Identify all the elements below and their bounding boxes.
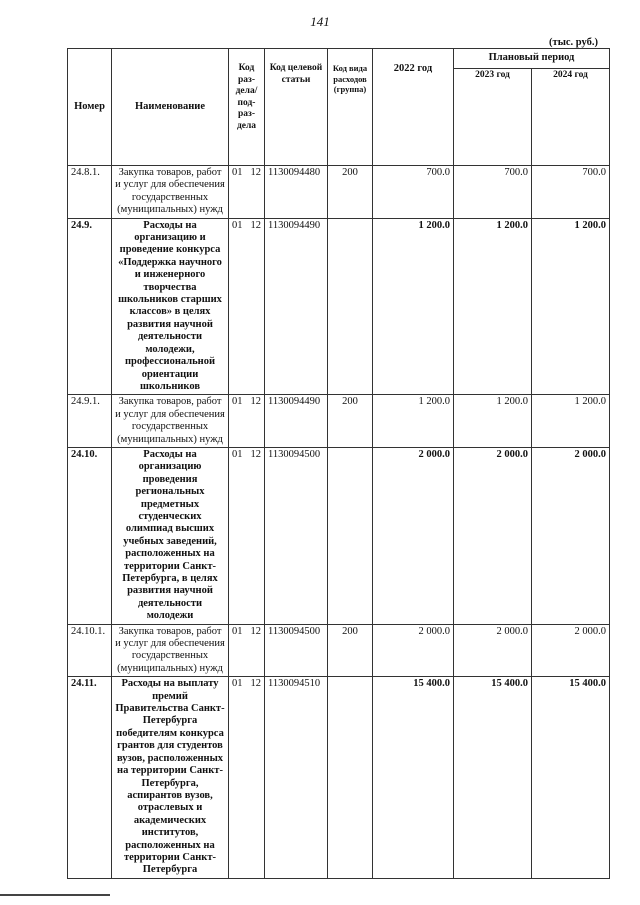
row-section: 01: [232, 396, 243, 408]
row-subsection: 12: [250, 396, 261, 408]
row-section-code: [229, 166, 265, 219]
header-2024: 2024 год: [532, 69, 610, 166]
header-section-code: Код раз-дела/ под-раз-дела: [229, 49, 265, 166]
row-section: 01: [232, 448, 243, 460]
table-row: [68, 677, 610, 879]
row-section: 01: [232, 167, 243, 178]
row-amount-2023: 1 200.0: [454, 218, 532, 395]
units-label: (тыс. руб.): [549, 37, 598, 48]
header-name: Наименование: [112, 49, 229, 166]
row-target-code: 1130094490: [265, 395, 328, 448]
row-target-code: 1130094480: [265, 166, 328, 219]
row-amount-2022: 1 200.0: [373, 395, 454, 448]
row-amount-2023: 2 000.0: [454, 447, 532, 624]
row-number: 24.9.: [68, 218, 112, 395]
header-number: Номер: [68, 49, 112, 166]
budget-table: [67, 48, 610, 879]
row-section-code: [229, 218, 265, 395]
footer-rule: [0, 894, 110, 896]
row-amount-2022: 15 400.0: [373, 677, 454, 879]
row-name: Расходы на организацию и проведение конкурса «Поддержка научного и инженерного творчества школьников старших классов» в целях развития научной деятельности молодежи, профессиональной ориентации школьников: [112, 218, 229, 395]
row-section: 01: [232, 678, 243, 690]
header-2023: 2023 год: [454, 69, 532, 166]
row-number: 24.10.: [68, 447, 112, 624]
row-expense-type: 200: [328, 166, 373, 219]
row-target-code: 1130094500: [265, 447, 328, 624]
table-row: [68, 166, 610, 219]
row-expense-type: [328, 447, 373, 624]
row-expense-type: [328, 218, 373, 395]
row-number: 24.8.1.: [68, 166, 112, 219]
row-target-code: 1130094510: [265, 677, 328, 879]
row-expense-type: [328, 677, 373, 879]
header-target-code: Код целевой статьи: [265, 49, 328, 166]
row-target-code: 1130094490: [265, 218, 328, 395]
row-amount-2023: 700.0: [454, 166, 532, 219]
table-row: [68, 447, 610, 624]
row-amount-2024: 1 200.0: [532, 218, 610, 395]
row-amount-2023: 15 400.0: [454, 677, 532, 879]
table-row: [68, 624, 610, 677]
row-section-code: [229, 677, 265, 879]
row-amount-2022: 2 000.0: [373, 624, 454, 677]
header-2022: 2022 год: [373, 49, 454, 166]
table-row: [68, 395, 610, 448]
row-name: Закупка товаров, работ и услуг для обеспечения государственных (муниципальных) нужд: [112, 166, 229, 219]
row-amount-2022: 2 000.0: [373, 447, 454, 624]
row-expense-type: 200: [328, 395, 373, 448]
header-expense-type: Код вида расходов (группа): [328, 49, 373, 166]
row-section: 01: [232, 219, 243, 231]
page-number: 141: [310, 14, 330, 29]
row-expense-type: 200: [328, 624, 373, 677]
row-section-code: [229, 447, 265, 624]
row-subsection: 12: [250, 678, 261, 690]
row-section-code: [229, 395, 265, 448]
row-amount-2022: 1 200.0: [373, 218, 454, 395]
row-subsection: 12: [250, 625, 261, 637]
row-amount-2024: 15 400.0: [532, 677, 610, 879]
row-name: Расходы на организацию проведения региональных предметных студенческих олимпиад высших учебных заведений, расположенных на территории Санкт-Петербурга, в целях развития научной деятельности молодежи: [112, 447, 229, 624]
row-number: 24.11.: [68, 677, 112, 879]
row-amount-2023: 1 200.0: [454, 395, 532, 448]
row-subsection: 12: [250, 448, 261, 460]
row-section: 01: [232, 625, 243, 637]
row-name: Закупка товаров, работ и услуг для обеспечения государственных (муниципальных) нужд: [112, 395, 229, 448]
row-amount-2022: 700.0: [373, 166, 454, 219]
row-number: 24.9.1.: [68, 395, 112, 448]
table-row: [68, 218, 610, 395]
row-amount-2024: 2 000.0: [532, 447, 610, 624]
row-section-code: [229, 624, 265, 677]
row-name: Закупка товаров, работ и услуг для обеспечения государственных (муниципальных) нужд: [112, 624, 229, 677]
row-target-code: 1130094500: [265, 624, 328, 677]
row-amount-2024: 1 200.0: [532, 395, 610, 448]
row-subsection: 12: [250, 219, 261, 231]
row-subsection: 12: [250, 167, 261, 178]
row-number: 24.10.1.: [68, 624, 112, 677]
row-amount-2024: 700.0: [532, 166, 610, 219]
row-amount-2024: 2 000.0: [532, 624, 610, 677]
row-amount-2023: 2 000.0: [454, 624, 532, 677]
header-planned-period: Плановый период: [454, 49, 610, 69]
row-name: Расходы на выплату премий Правительства Санкт-Петербурга победителям конкурса грантов для студентов вузов, расположенных на территории Санкт-Петербурга, аспирантов вузов, отраслевых и академических институтов, расположенных на территории Санкт-Петербурга: [112, 677, 229, 879]
